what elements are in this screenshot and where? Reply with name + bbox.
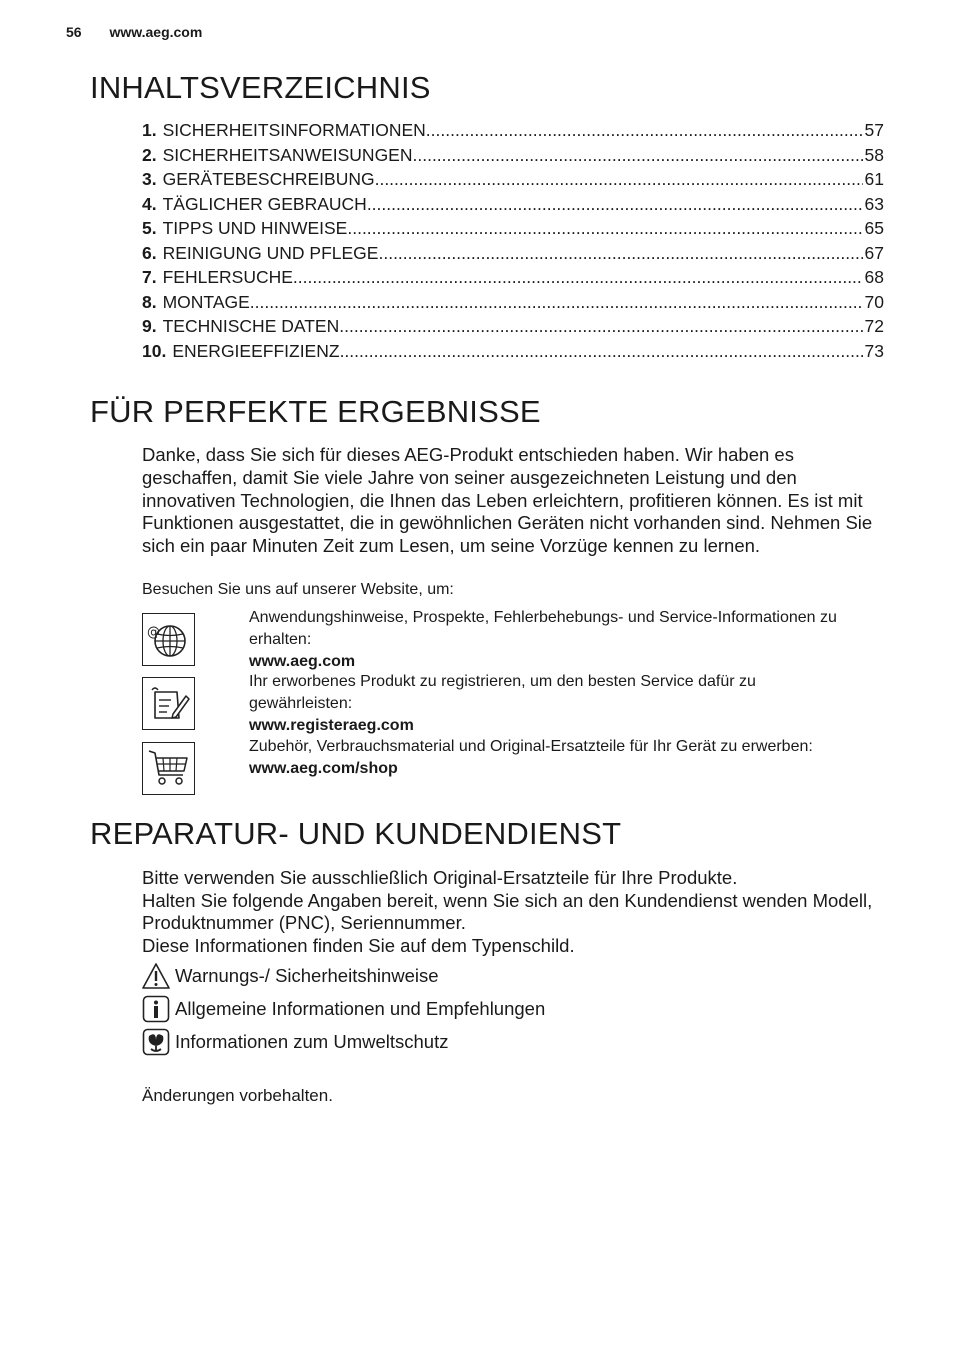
toc-leader: [250, 292, 863, 313]
repair-service-title: REPARATUR- UND KUNDENDIENST: [90, 816, 622, 851]
toc-item[interactable]: [142, 243, 884, 268]
toc-item-label: SICHERHEITSINFORMATIONEN: [162, 120, 426, 140]
page-header: [66, 24, 202, 40]
toc-leader: [375, 169, 863, 190]
repair-paragraph: [142, 867, 902, 957]
changes-reserved-note: Änderungen vorbehalten.: [142, 1086, 333, 1105]
page-number: 56: [66, 24, 82, 40]
repair-line-3: Diese Informationen finden Sie auf dem Typenschild.: [142, 934, 575, 956]
toc-item-number: 9.: [142, 316, 157, 336]
service-text: Zubehör, Verbrauchsmaterial und Original-Ersatzteile für Ihr Gerät zu erwerben:: [249, 738, 813, 755]
service-link-register[interactable]: www.registeraeg.com: [249, 717, 414, 734]
service-item-register: [142, 673, 862, 739]
legend-environment: [142, 1028, 449, 1056]
visit-website-label: Besuchen Sie uns auf unserer Website, um:: [142, 581, 454, 598]
toc-item[interactable]: [142, 169, 884, 194]
toc-item-label: TÄGLICHER GEBRAUCH: [162, 193, 367, 214]
toc-item-label: ENERGIEEFFIZIENZ: [172, 340, 340, 361]
toc-item[interactable]: [142, 218, 884, 243]
toc-item-number: 5.: [142, 218, 157, 238]
toc-leader: [347, 218, 862, 239]
header-site: www.aeg.com: [109, 24, 203, 40]
toc-item-page: 68: [864, 267, 884, 287]
info-icon: [142, 995, 170, 1023]
toc-item-label: TIPPS UND HINWEISE: [162, 218, 348, 238]
toc-leader: [367, 194, 863, 215]
service-text: Ihr erworbenes Produkt zu registrieren, um den besten Service dafür zu gewährleisten:: [249, 673, 756, 712]
toc-item[interactable]: [142, 292, 884, 317]
toc-leader: [413, 145, 863, 166]
toc-item-page: 67: [864, 242, 884, 263]
toc-item-number: 3.: [142, 169, 157, 189]
toc-leader: [339, 316, 862, 337]
toc-item-page: 70: [864, 291, 884, 312]
toc-item-label: SICHERHEITSANWEISUNGEN: [162, 144, 413, 165]
toc-title: INHALTSVERZEICHNIS: [90, 70, 431, 105]
shopping-cart-icon: [142, 742, 195, 795]
toc-item-number: 7.: [142, 267, 157, 287]
service-item-shop: [142, 738, 862, 804]
environment-icon: [142, 1028, 170, 1056]
intro-paragraph: Danke, dass Sie sich für dieses AEG-Produkt entschieden haben. Wir haben es geschaffen, damit Sie viele Jahre von seiner ausgezeichneten Leistung und den innovativen Technologien, die Ihnen das Leben erleichtern, profitieren können. Es ist mit Funktionen ausgestattet, die in gewöhnlichen Geräten nicht vorhanden sind. Nehmen Sie sich ein paar Minuten Zeit zum Lesen, um seine Vorzüge kennen zu lernen.: [142, 444, 873, 557]
service-text: Anwendungshinweise, Prospekte, Fehlerbehebungs- und Service-Informationen zu erhalten:: [249, 609, 837, 648]
toc-item-label: FEHLERSUCHE: [162, 267, 293, 287]
service-link-aeg[interactable]: www.aeg.com: [249, 653, 356, 670]
perfect-results-title: FÜR PERFEKTE ERGEBNISSE: [90, 394, 541, 429]
service-item-info: [142, 609, 862, 675]
toc-leader: [340, 341, 863, 362]
toc-leader: [378, 243, 862, 264]
legend-info: [142, 995, 545, 1023]
toc-item-page: 63: [864, 193, 884, 214]
toc-item-label: TECHNISCHE DATEN: [162, 316, 340, 336]
legend-label: Warnungs-/ Sicherheitshinweise: [175, 965, 439, 986]
register-icon: [142, 677, 195, 730]
toc-item-number: 6.: [142, 242, 157, 263]
repair-line-2: Halten Sie folgende Angaben bereit, wenn Sie sich an den Kundendienst wenden Modell, Produktnummer (PNC), Seriennummer.: [142, 889, 873, 934]
repair-line-1: Bitte verwenden Sie ausschließlich Original-Ersatzteile für Ihre Produkte.: [142, 867, 738, 888]
globe-icon: [142, 613, 195, 666]
toc-item[interactable]: [142, 316, 884, 341]
toc-item-page: 61: [864, 169, 884, 189]
toc-item-label: MONTAGE: [162, 291, 250, 312]
toc-item[interactable]: [142, 120, 884, 145]
toc-item-label: GERÄTEBESCHREIBUNG: [162, 169, 375, 189]
toc-item-number: 10.: [142, 340, 167, 361]
toc-item[interactable]: [142, 341, 884, 366]
legend-label: Allgemeine Informationen und Empfehlungen: [175, 998, 546, 1019]
legend-label: Informationen zum Umweltschutz: [175, 1031, 449, 1052]
toc-item-number: 8.: [142, 291, 157, 312]
toc-item-page: 73: [864, 340, 884, 361]
warning-icon: [142, 962, 170, 990]
legend-warning: [142, 962, 439, 990]
toc-leader: [426, 120, 863, 141]
table-of-contents: [142, 120, 884, 365]
toc-item-page: 57: [864, 120, 884, 140]
toc-item-label: REINIGUNG UND PFLEGE: [162, 242, 379, 263]
toc-leader: [293, 267, 863, 288]
svg-text:@: @: [147, 625, 160, 640]
toc-item-page: 65: [864, 218, 884, 238]
toc-item-number: 4.: [142, 193, 157, 214]
service-link-shop[interactable]: www.aeg.com/shop: [249, 760, 398, 777]
toc-item-number: 1.: [142, 120, 157, 140]
toc-item-page: 72: [864, 316, 884, 336]
toc-item[interactable]: [142, 194, 884, 219]
toc-item[interactable]: [142, 145, 884, 170]
toc-item[interactable]: [142, 267, 884, 292]
toc-item-number: 2.: [142, 144, 157, 165]
toc-item-page: 58: [864, 144, 884, 165]
